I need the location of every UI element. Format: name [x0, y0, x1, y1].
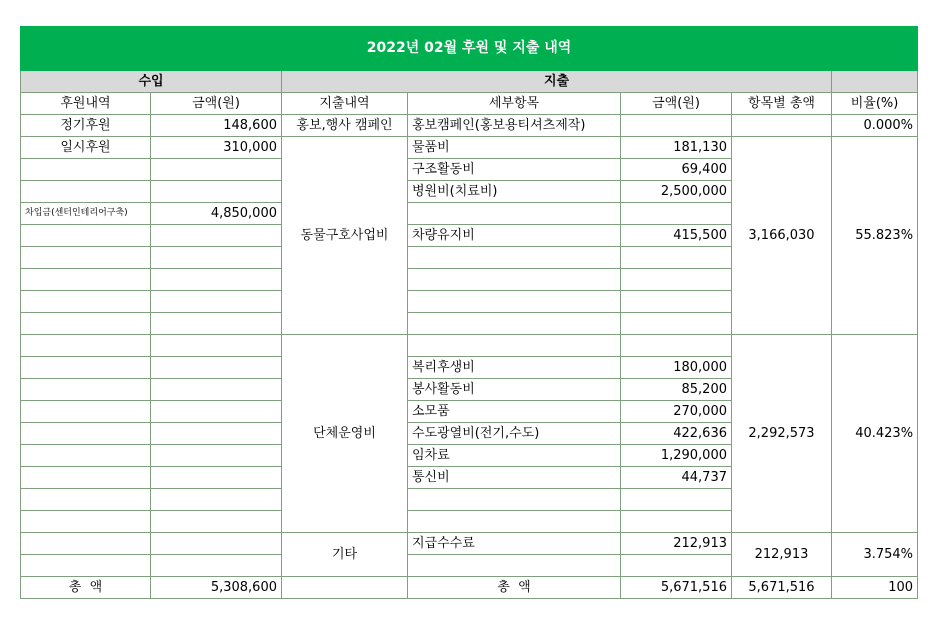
amount-promo — [621, 115, 732, 137]
empty-cell — [21, 511, 151, 533]
empty-cell — [151, 181, 282, 203]
empty-cell — [151, 401, 282, 423]
blank-section-cell — [832, 71, 918, 93]
detail-amount: 422,636 — [621, 423, 732, 445]
empty-cell — [621, 291, 732, 313]
item-total-sum: 5,671,516 — [732, 577, 832, 599]
empty-cell — [151, 489, 282, 511]
empty-cell — [151, 269, 282, 291]
detail-item: 지급수수료 — [408, 533, 621, 555]
empty-cell — [408, 511, 621, 533]
income-name-regular: 정기후원 — [21, 115, 151, 137]
empty-cell — [21, 445, 151, 467]
empty-cell — [21, 291, 151, 313]
empty-cell — [151, 533, 282, 555]
empty-cell — [408, 313, 621, 335]
income-total-label: 총 액 — [21, 577, 151, 599]
detail-amount: 1,290,000 — [621, 445, 732, 467]
income-amount-regular: 148,600 — [151, 115, 282, 137]
empty-cell — [21, 181, 151, 203]
empty-cell — [621, 203, 732, 225]
empty-cell — [408, 335, 621, 357]
detail-amount: 69,400 — [621, 159, 732, 181]
detail-item: 소모품 — [408, 401, 621, 423]
empty-cell — [21, 159, 151, 181]
empty-cell — [621, 269, 732, 291]
report-table — [20, 26, 918, 599]
empty-cell — [21, 467, 151, 489]
empty-cell — [282, 577, 408, 599]
report-sheet — [20, 26, 917, 599]
expense-group-promo: 홍보,행사 캠페인 — [282, 115, 408, 137]
empty-cell — [151, 423, 282, 445]
income-name-onetime: 일시후원 — [21, 137, 151, 159]
total-org: 2,292,573 — [732, 335, 832, 533]
empty-cell — [21, 335, 151, 357]
empty-cell — [151, 445, 282, 467]
empty-cell — [151, 467, 282, 489]
ratio-org: 40.423% — [832, 335, 918, 533]
total-promo — [732, 115, 832, 137]
empty-cell — [408, 489, 621, 511]
empty-cell — [21, 269, 151, 291]
expense-group-animal: 동물구호사업비 — [282, 137, 408, 335]
empty-cell — [151, 247, 282, 269]
ratio-etc: 3.754% — [832, 533, 918, 577]
expense-section-header: 지출 — [282, 71, 832, 93]
empty-cell — [621, 489, 732, 511]
detail-amount: 415,500 — [621, 225, 732, 247]
income-section-header: 수입 — [21, 71, 282, 93]
detail-item: 수도광열비(전기,수도) — [408, 423, 621, 445]
total-animal: 3,166,030 — [732, 137, 832, 335]
header-item-total: 항목별 총액 — [732, 93, 832, 115]
empty-cell — [151, 511, 282, 533]
header-detail-item: 세부항목 — [408, 93, 621, 115]
empty-cell — [21, 489, 151, 511]
empty-cell — [621, 511, 732, 533]
expense-total-label: 총 액 — [408, 577, 621, 599]
empty-cell — [21, 225, 151, 247]
header-amount-out: 금액(원) — [621, 93, 732, 115]
empty-cell — [408, 247, 621, 269]
empty-cell — [151, 291, 282, 313]
detail-item: 임차료 — [408, 445, 621, 467]
detail-item: 구조활동비 — [408, 159, 621, 181]
detail-item: 복리후생비 — [408, 357, 621, 379]
detail-amount: 180,000 — [621, 357, 732, 379]
detail-amount: 85,200 — [621, 379, 732, 401]
detail-amount: 270,000 — [621, 401, 732, 423]
expense-group-org: 단체운영비 — [282, 335, 408, 533]
income-total-amount: 5,308,600 — [151, 577, 282, 599]
empty-cell — [621, 335, 732, 357]
detail-item: 봉사활동비 — [408, 379, 621, 401]
ratio-promo: 0.000% — [832, 115, 918, 137]
empty-cell — [151, 159, 282, 181]
empty-cell — [21, 401, 151, 423]
empty-cell — [151, 313, 282, 335]
expense-total-amount: 5,671,516 — [621, 577, 732, 599]
empty-cell — [408, 291, 621, 313]
income-amount-onetime: 310,000 — [151, 137, 282, 159]
detail-amount: 44,737 — [621, 467, 732, 489]
empty-cell — [21, 357, 151, 379]
empty-cell — [21, 379, 151, 401]
empty-cell — [408, 203, 621, 225]
detail-item: 통신비 — [408, 467, 621, 489]
empty-cell — [21, 555, 151, 577]
income-name-loan: 차입금(센터인테리어구축) — [21, 203, 151, 225]
header-ratio: 비율(%) — [832, 93, 918, 115]
report-title: 2022년 02월 후원 및 지출 내역 — [21, 27, 918, 71]
header-expense-item: 지출내역 — [282, 93, 408, 115]
empty-cell — [408, 269, 621, 291]
empty-cell — [621, 313, 732, 335]
header-amount-in: 금액(원) — [151, 93, 282, 115]
empty-cell — [21, 247, 151, 269]
empty-cell — [151, 225, 282, 247]
detail-amount: 181,130 — [621, 137, 732, 159]
empty-cell — [151, 555, 282, 577]
empty-cell — [151, 379, 282, 401]
empty-cell — [621, 555, 732, 577]
detail-item: 물품비 — [408, 137, 621, 159]
empty-cell — [151, 335, 282, 357]
ratio-total: 100 — [832, 577, 918, 599]
detail-amount: 2,500,000 — [621, 181, 732, 203]
empty-cell — [151, 357, 282, 379]
detail-promo: 홍보캠페인(홍보용티셔츠제작) — [408, 115, 621, 137]
income-amount-loan: 4,850,000 — [151, 203, 282, 225]
detail-item: 병원비(치료비) — [408, 181, 621, 203]
empty-cell — [21, 533, 151, 555]
empty-cell — [21, 313, 151, 335]
header-donation-item: 후원내역 — [21, 93, 151, 115]
expense-group-etc: 기타 — [282, 533, 408, 577]
total-etc: 212,913 — [732, 533, 832, 577]
ratio-animal: 55.823% — [832, 137, 918, 335]
detail-amount: 212,913 — [621, 533, 732, 555]
empty-cell — [408, 555, 621, 577]
empty-cell — [621, 247, 732, 269]
detail-item: 차량유지비 — [408, 225, 621, 247]
empty-cell — [21, 423, 151, 445]
